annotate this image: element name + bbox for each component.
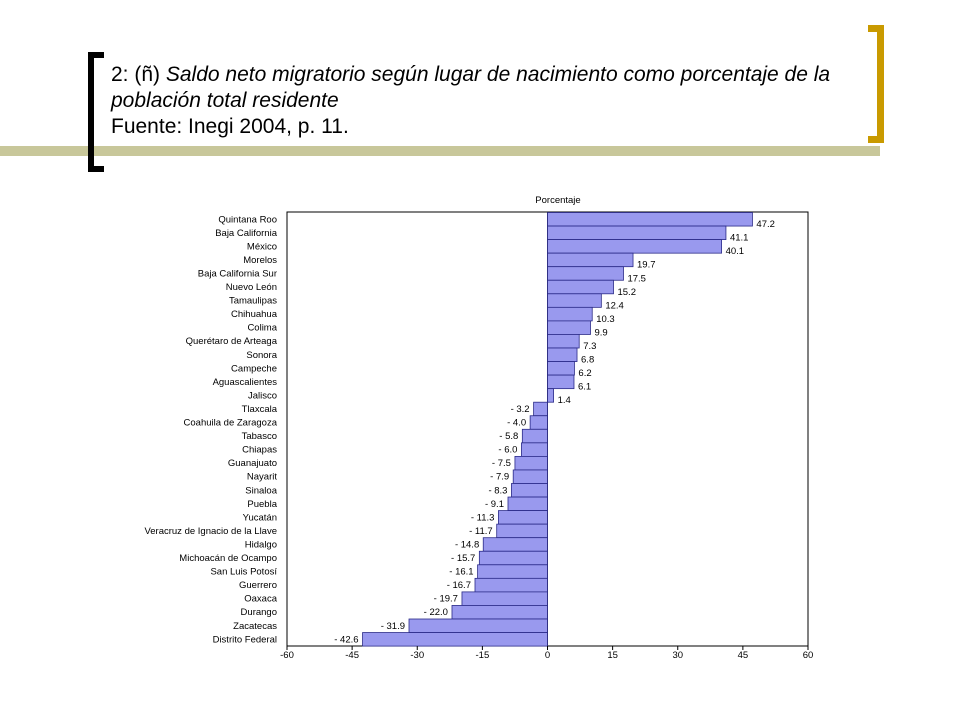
- value-label: 7.3: [583, 341, 597, 352]
- category-label: Nuevo León: [225, 282, 277, 294]
- value-label: 12.4: [605, 300, 624, 312]
- value-label: 6.8: [581, 354, 595, 366]
- x-tick-label: 45: [737, 650, 749, 661]
- category-label: Nayarit: [246, 471, 277, 483]
- x-tick-label: 60: [802, 650, 814, 661]
- bar: [548, 226, 726, 240]
- value-label: 19.7: [637, 259, 656, 271]
- bar: [548, 307, 593, 321]
- category-label: Aguascalientes: [212, 376, 277, 388]
- category-label: Puebla: [247, 498, 277, 510]
- bar: [548, 375, 574, 389]
- bar: [548, 240, 722, 254]
- value-label: 17.5: [627, 273, 646, 285]
- category-label: Hidalgo: [244, 539, 277, 551]
- value-label: - 8.3: [488, 485, 508, 497]
- bar: [521, 443, 547, 457]
- bar: [363, 633, 548, 647]
- value-label: - 6.0: [498, 444, 518, 456]
- value-label: - 16.1: [449, 566, 474, 578]
- bar: [522, 429, 547, 443]
- category-label: Guerrero: [238, 580, 277, 592]
- bar: [548, 267, 624, 281]
- source-line: Fuente: Inegi 2004, p. 11.: [111, 115, 349, 138]
- value-label: - 5.8: [499, 431, 519, 443]
- category-label: Tabasco: [241, 431, 277, 443]
- value-label: - 7.9: [490, 471, 510, 483]
- bar: [548, 348, 578, 362]
- bar: [548, 362, 575, 376]
- value-label: 10.3: [596, 313, 615, 325]
- value-label: - 19.7: [433, 593, 458, 605]
- x-tick-label: 15: [607, 650, 618, 661]
- value-label: - 42.6: [334, 634, 359, 646]
- category-label: Yucatán: [242, 512, 277, 524]
- x-tick-label: -60: [280, 650, 294, 661]
- bar: [409, 619, 547, 633]
- bar: [548, 294, 602, 308]
- value-label: - 15.7: [451, 553, 476, 565]
- value-label: - 16.7: [446, 580, 471, 592]
- value-label: 6.2: [578, 368, 592, 380]
- value-label: - 9.1: [484, 498, 504, 510]
- value-label: - 11.7: [469, 525, 493, 537]
- value-label: - 11.3: [470, 512, 495, 524]
- bar: [530, 416, 547, 430]
- value-label: - 22.0: [423, 607, 448, 619]
- category-label: San Luis Potosí: [210, 566, 277, 578]
- category-label: Durango: [240, 607, 277, 619]
- chart-title: Porcentaje: [535, 195, 581, 206]
- bar: [534, 402, 548, 416]
- bar: [497, 524, 548, 538]
- bar: [462, 592, 548, 606]
- category-label: Chihuahua: [231, 309, 277, 321]
- category-label: Colima: [247, 322, 277, 334]
- category-label: Tlaxcala: [241, 403, 277, 415]
- category-label: Oaxaca: [244, 593, 277, 605]
- category-label: Chiapas: [242, 444, 277, 456]
- category-label: Sonora: [246, 349, 277, 361]
- category-label: Zacatecas: [233, 620, 277, 632]
- bar: [498, 511, 547, 525]
- bar: [513, 470, 547, 484]
- bar: [483, 538, 547, 552]
- value-label: - 14.8: [454, 539, 480, 551]
- value-label: - 31.9: [380, 620, 406, 632]
- value-label: 9.9: [594, 327, 608, 339]
- bar: [548, 334, 580, 348]
- value-label: - 3.2: [510, 403, 530, 415]
- title-prefix: 2: (ñ): [111, 63, 166, 86]
- bar: [515, 456, 548, 470]
- x-tick-label: 30: [672, 650, 684, 661]
- category-label: Jalisco: [247, 390, 277, 402]
- category-label: Michoacán de Ocampo: [179, 553, 277, 565]
- category-label: Distrito Federal: [212, 634, 277, 646]
- value-label: 47.2: [756, 219, 775, 231]
- x-tick-label: -30: [410, 650, 425, 661]
- value-label: 41.1: [729, 232, 749, 244]
- x-tick-label: 0: [544, 650, 551, 661]
- bar: [452, 605, 548, 619]
- bar: [479, 551, 547, 565]
- value-label: 40.1: [725, 246, 745, 258]
- value-label: - 7.5: [491, 458, 511, 470]
- bar: [548, 321, 591, 335]
- bar: [475, 578, 548, 592]
- title-italic: Saldo neto migratorio según lugar de nacimiento como porcentaje de la población total residente: [111, 63, 831, 112]
- bar: [548, 213, 753, 227]
- x-tick-label: -15: [475, 650, 490, 661]
- bar: [548, 253, 634, 267]
- bar: [548, 280, 614, 294]
- category-label: Sinaloa: [245, 485, 277, 497]
- category-label: Quintana Roo: [218, 214, 277, 226]
- category-label: Guanajuato: [227, 458, 277, 470]
- value-label: 15.2: [617, 286, 636, 298]
- x-tick-label: -45: [345, 650, 359, 661]
- bar: [478, 565, 548, 579]
- category-label: México: [246, 241, 277, 253]
- bar: [548, 389, 554, 403]
- value-label: 6.1: [577, 381, 592, 393]
- category-label: Baja California: [215, 227, 277, 239]
- value-label: 1.4: [557, 395, 571, 407]
- bar: [511, 484, 547, 498]
- category-label: Baja California Sur: [197, 268, 277, 280]
- category-label: Coahuila de Zaragoza: [183, 417, 277, 429]
- category-label: Campeche: [231, 363, 277, 375]
- category-label: Tamaulipas: [228, 295, 277, 307]
- category-label: Morelos: [243, 254, 277, 266]
- value-label: - 4.0: [507, 417, 527, 429]
- bar: [508, 497, 548, 511]
- category-label: Veracruz de Ignacio de la Llave: [144, 525, 277, 537]
- category-label: Querétaro de Arteaga: [185, 336, 277, 348]
